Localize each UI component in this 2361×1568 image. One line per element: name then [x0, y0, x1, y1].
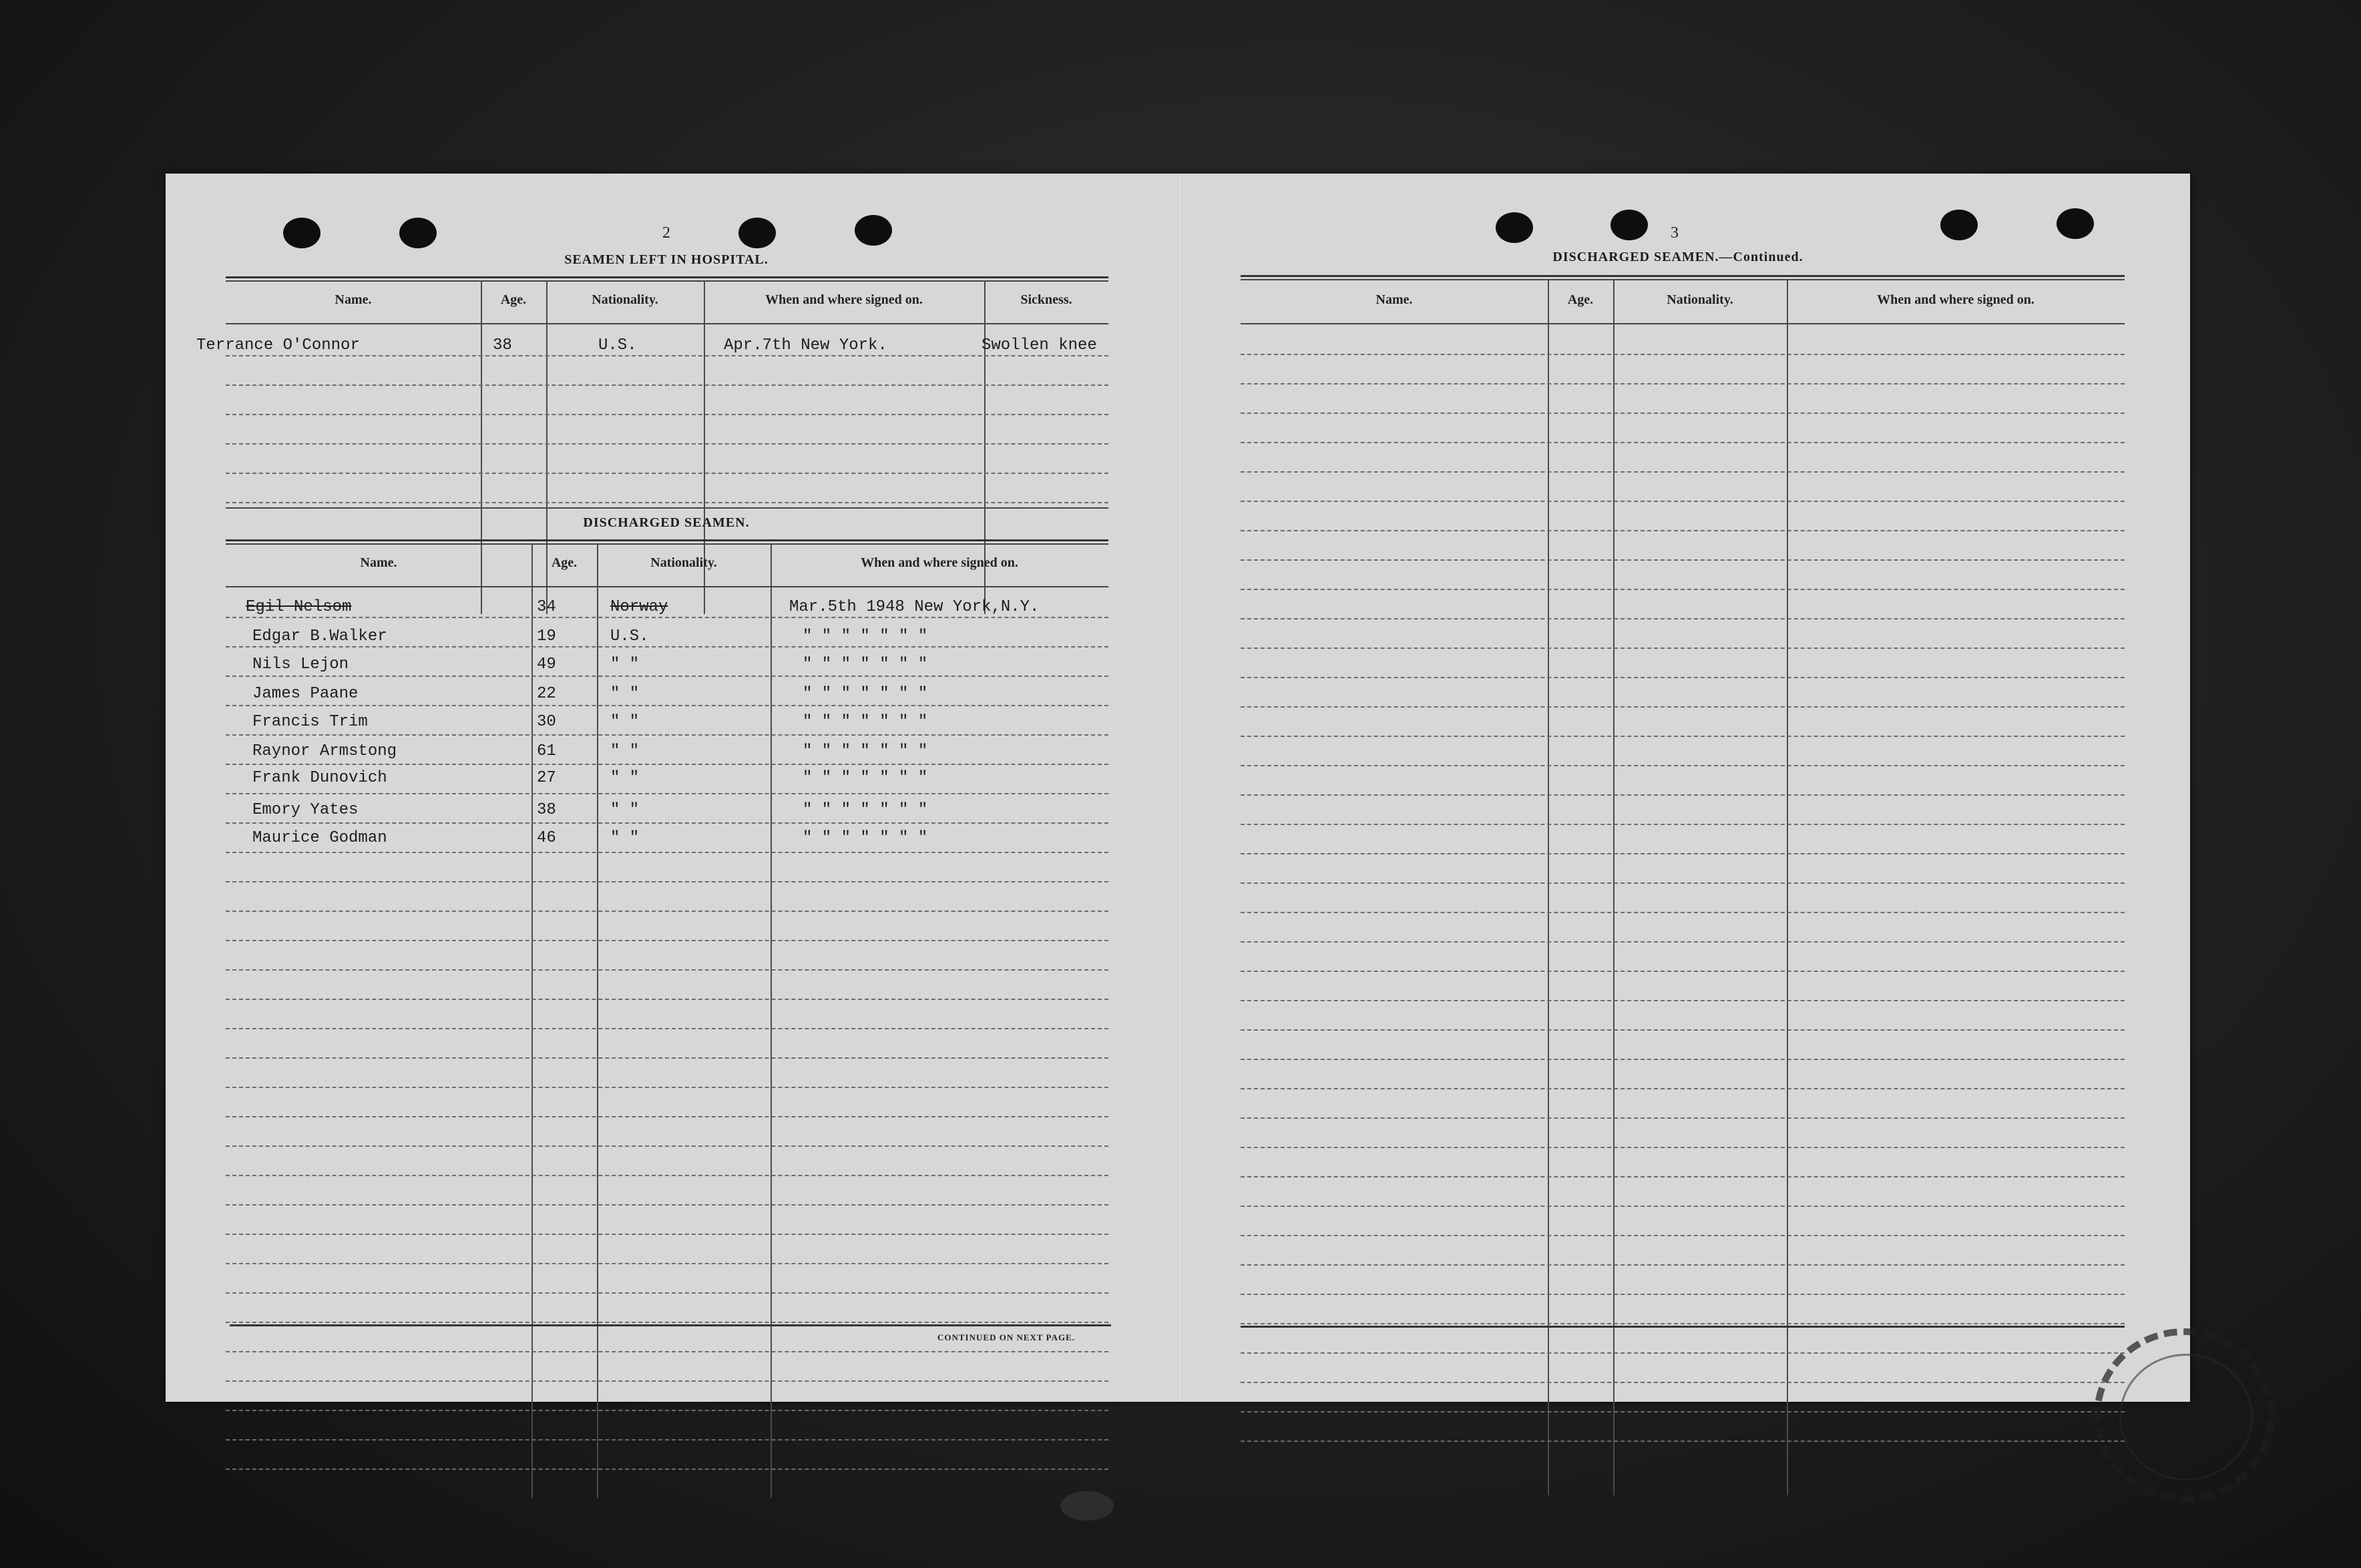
- punch-hole: [399, 218, 437, 248]
- entry-line: [226, 1351, 1108, 1352]
- entry-line: [226, 646, 1108, 647]
- entry-line: [1241, 1088, 2125, 1089]
- discharged-signed-on: Mar.5th 1948 New York,N.Y.: [789, 598, 1040, 616]
- column-divider: [771, 543, 772, 1498]
- entry-line: [226, 764, 1108, 765]
- discharged-signed-on: " " " " " " ": [803, 656, 928, 674]
- entry-line: [226, 1439, 1108, 1441]
- entry-line: [226, 822, 1108, 824]
- column-divider: [597, 543, 598, 1498]
- rule: [226, 539, 1108, 541]
- col-header-age: Age.: [551, 555, 578, 570]
- entry-line: [226, 1145, 1108, 1147]
- entry-line: [226, 355, 1108, 356]
- entry-line: [226, 1116, 1108, 1117]
- discharged-signed-on: " " " " " " ": [803, 769, 928, 787]
- discharged-name: James Paane: [252, 685, 359, 703]
- entry-line: [226, 1028, 1108, 1029]
- discharged-nationality: U.S.: [610, 627, 649, 645]
- entry-line: [226, 1087, 1108, 1088]
- discharged-name: Edgar B.Walker: [252, 627, 387, 645]
- col-header-name: Name.: [360, 555, 397, 570]
- entry-line: [226, 940, 1108, 941]
- discharged-nationality: " ": [610, 829, 640, 847]
- entry-line: [1241, 589, 2125, 590]
- col-header-nationality: Nationality.: [592, 292, 658, 307]
- entry-line: [226, 1469, 1108, 1470]
- entry-line: [1241, 1382, 2125, 1383]
- entry-line: [1241, 677, 2125, 678]
- punch-hole: [1940, 210, 1978, 240]
- entry-line: [226, 881, 1108, 882]
- column-divider: [1613, 279, 1615, 1495]
- entry-line: [1241, 501, 2125, 502]
- entry-line: [1241, 1000, 2125, 1001]
- entry-line: [226, 999, 1108, 1000]
- discharged-nationality: " ": [610, 656, 640, 674]
- rule: [1241, 275, 2125, 277]
- entry-line: [1241, 1147, 2125, 1148]
- entry-line: [226, 443, 1108, 445]
- entry-line: [1241, 1441, 2125, 1442]
- entry-line: [1241, 706, 2125, 708]
- col-header-name: Name.: [335, 292, 372, 307]
- col-header-age: Age.: [500, 292, 527, 307]
- entry-line: [226, 1292, 1108, 1294]
- col-header-nationality: Nationality.: [650, 555, 717, 570]
- discharged-name: Frank Dunovich: [252, 769, 387, 787]
- rule: [226, 586, 1108, 587]
- column-divider: [1548, 279, 1549, 1495]
- entry-line: [226, 1057, 1108, 1059]
- entry-line: [1241, 383, 2125, 384]
- entry-line: [226, 969, 1108, 971]
- discharged-signed-on: " " " " " " ": [803, 713, 928, 731]
- entry-line: [226, 502, 1108, 503]
- entry-line: [226, 384, 1108, 386]
- discharged-name: Emory Yates: [252, 801, 359, 819]
- column-divider: [1787, 279, 1788, 1495]
- entry-line: [226, 1204, 1108, 1206]
- discharged-signed-on: " " " " " " ": [803, 627, 928, 645]
- scanner-smudge: [1060, 1491, 1114, 1521]
- entry-line: [1241, 1411, 2125, 1412]
- entry-line: [1241, 471, 2125, 473]
- entry-line: [1241, 912, 2125, 913]
- discharged-signed-on: " " " " " " ": [803, 801, 928, 819]
- rule: [226, 280, 1108, 282]
- entry-line: [226, 1234, 1108, 1235]
- entry-line: [1241, 1352, 2125, 1354]
- col-header-signed-on: When and where signed on.: [861, 555, 1018, 570]
- rule: [1241, 279, 2125, 280]
- entry-line: [1241, 1117, 2125, 1119]
- entry-line: [1241, 1264, 2125, 1266]
- ledger-spread: [166, 174, 2190, 1402]
- discharged-nationality: " ": [610, 801, 640, 819]
- discharged-age: 30: [537, 713, 556, 731]
- discharged-nationality: Norway: [610, 598, 668, 616]
- discharged-age: 27: [537, 769, 556, 787]
- entry-line: [226, 852, 1108, 853]
- discharged-nationality: " ": [610, 742, 640, 760]
- entry-line: [1241, 1206, 2125, 1207]
- entry-line: [226, 617, 1108, 618]
- hospital-nationality: U.S.: [598, 336, 637, 354]
- discharged-age: 19: [537, 627, 556, 645]
- entry-line: [226, 910, 1108, 912]
- col-header-signed-on: When and where signed on.: [1877, 292, 2034, 307]
- right-section-title: DISCHARGED SEAMEN.—Continued.: [1552, 250, 1803, 264]
- hospital-sickness: Swollen knee: [982, 336, 1097, 354]
- rule: [1241, 323, 2125, 324]
- entry-line: [226, 414, 1108, 415]
- entry-line: [226, 473, 1108, 474]
- entry-line: [1241, 1323, 2125, 1324]
- discharged-name: Nils Lejon: [252, 656, 349, 674]
- page-number-right: 3: [1671, 224, 1679, 242]
- entry-line: [1241, 1059, 2125, 1060]
- col-header-signed-on: When and where signed on.: [765, 292, 923, 307]
- stamp-ring: [2119, 1354, 2253, 1481]
- discharged-nationality: " ": [610, 769, 640, 787]
- entry-line: [1241, 941, 2125, 943]
- entry-line: [1241, 413, 2125, 414]
- punch-hole: [855, 215, 892, 246]
- entry-line: [1241, 647, 2125, 649]
- punch-hole: [1496, 212, 1533, 243]
- entry-line: [1241, 824, 2125, 825]
- col-header-age: Age.: [1567, 292, 1594, 307]
- received-stamp: [2094, 1328, 2274, 1502]
- discharged-signed-on: " " " " " " ": [803, 742, 928, 760]
- entry-line: [1241, 354, 2125, 355]
- entry-line: [1241, 736, 2125, 737]
- discharged-name: Maurice Godman: [252, 829, 387, 847]
- discharged-age: 38: [537, 801, 556, 819]
- rule: [226, 323, 1108, 324]
- entry-line: [226, 1380, 1108, 1382]
- rule: [226, 507, 1108, 509]
- discharged-age: 49: [537, 656, 556, 674]
- col-header-nationality: Nationality.: [1667, 292, 1733, 307]
- hospital-name: Terrance O'Connor: [196, 336, 360, 354]
- col-header-name: Name.: [1375, 292, 1413, 307]
- discharged-section-title: DISCHARGED SEAMEN.: [583, 515, 750, 530]
- discharged-signed-on: " " " " " " ": [803, 685, 928, 703]
- page-number-left: 2: [662, 224, 670, 242]
- entry-line: [226, 1410, 1108, 1411]
- discharged-name: Egil Nelsom: [246, 598, 352, 616]
- rule: [226, 276, 1108, 278]
- hospital-signed-on: Apr.7th New York.: [724, 336, 887, 354]
- entry-line: [1241, 1029, 2125, 1031]
- entry-line: [1241, 765, 2125, 766]
- punch-hole: [738, 218, 776, 248]
- punch-hole: [2057, 208, 2094, 239]
- hospital-age: 38: [493, 336, 512, 354]
- rule: [1241, 1326, 2125, 1328]
- entry-line: [226, 1263, 1108, 1264]
- page-fold: [1178, 174, 1182, 1402]
- entry-line: [226, 1322, 1108, 1323]
- entry-line: [1241, 971, 2125, 972]
- column-divider: [531, 543, 533, 1498]
- entry-line: [1241, 442, 2125, 443]
- discharged-nationality: " ": [610, 685, 640, 703]
- discharged-nationality: " ": [610, 713, 640, 731]
- entry-line: [226, 676, 1108, 677]
- entry-line: [1241, 794, 2125, 796]
- discharged-age: 46: [537, 829, 556, 847]
- entry-line: [1241, 559, 2125, 561]
- entry-line: [1241, 1294, 2125, 1295]
- entry-line: [1241, 853, 2125, 854]
- entry-line: [1241, 1176, 2125, 1178]
- entry-line: [1241, 618, 2125, 619]
- entry-line: [226, 793, 1108, 794]
- hospital-section-title: SEAMEN LEFT IN HOSPITAL.: [564, 252, 769, 267]
- discharged-age: 61: [537, 742, 556, 760]
- punch-hole: [1611, 210, 1648, 240]
- discharged-age: 22: [537, 685, 556, 703]
- discharged-signed-on: " " " " " " ": [803, 829, 928, 847]
- discharged-name: Francis Trim: [252, 713, 368, 731]
- continued-footer: CONTINUED ON NEXT PAGE.: [937, 1332, 1075, 1342]
- entry-line: [1241, 530, 2125, 531]
- col-header-sickness: Sickness.: [1020, 292, 1072, 307]
- rule: [226, 543, 1108, 545]
- discharged-age: 34: [537, 598, 556, 616]
- entry-line: [226, 705, 1108, 706]
- discharged-name: Raynor Armstong: [252, 742, 397, 760]
- entry-line: [1241, 882, 2125, 884]
- entry-line: [226, 734, 1108, 736]
- entry-line: [1241, 1235, 2125, 1236]
- entry-line: [226, 1175, 1108, 1176]
- rule: [230, 1324, 1111, 1326]
- punch-hole: [283, 218, 320, 248]
